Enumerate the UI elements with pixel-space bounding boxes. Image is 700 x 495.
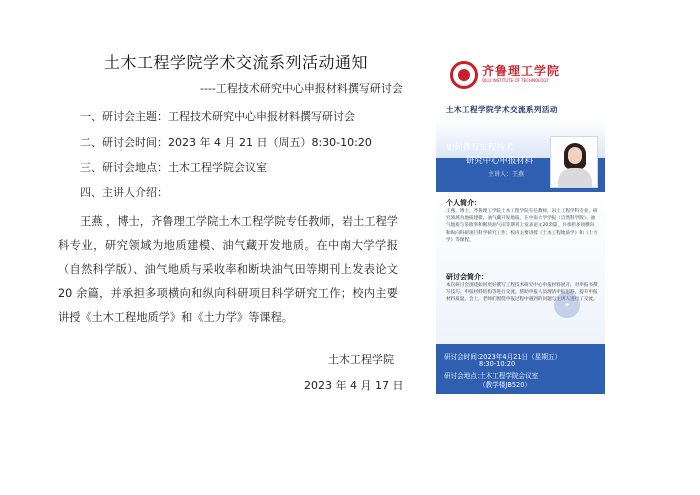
photo-body	[558, 168, 592, 188]
poster-content-text: 本次研讨会围绕如何更好撰写工程技术研究中心申报材料展开，对申报书撰写技巧、申报材料结构等进行交流，帮助申报人员理清申报思路，提升申报材料质量。会上，老师们围绕申报过程中遇到的问题与主讲人进行了交流。	[446, 283, 598, 303]
notice-item-place: 三、研讨会地点：土木工程学院会议室	[80, 161, 267, 174]
poster-time-value: 2023年4月21日（星期五）	[479, 353, 562, 361]
poster-place-label: 研讨会地点：	[444, 372, 484, 380]
poster-topic-line2: 研究中心申报材料	[466, 155, 533, 165]
poster-content	[436, 192, 605, 344]
notice-item-topic: 一、研讨会主题：工程技术研究中心申报材料撰写研讨会	[80, 110, 355, 123]
photo-face	[568, 147, 582, 164]
school-name-english: QILU INSTITUTE OF TECHNOLOGY	[482, 78, 549, 83]
event-poster	[436, 48, 605, 394]
speaker-intro-text: 王燕 ，博士，齐鲁理工学院土木工程学院专任教师，岩土工程学科专业，研究领域为地质建模、油气藏开发地质。在中南大学学报（自然科学版）、油气地质与采收率和断块油气田等期刊上发表论文 20 余篇，并承担多项横向和纵向科研项目科学研究工作；校内主要讲授《土木工程地质学》和《土力学》等课程。	[58, 215, 398, 324]
poster-bio-text: 王燕，博士，齐鲁理工学院土木工程学院专任教师，岩土工程学科专业，研究领域为地质建模、油气藏开发地质。在中南大学学报（自然科学版）、油气地质与采收率和断块油气田等期刊上发表论文20余篇，并承担多项横向和纵向科研项目科学研究工作；校内主要讲授《土木工程地质学》和《土力学》等课程。	[446, 209, 598, 243]
school-logo-icon	[450, 61, 478, 89]
signature-date: 2023 年 4 月 17 日	[304, 379, 404, 392]
poster-place-value: 土木工程学院会议室	[479, 372, 539, 380]
poster-topic-line1: 如何撰写工程技术	[446, 142, 513, 152]
poster-series-title: 土木工程学院学术交流系列活动	[446, 105, 558, 114]
poster-time-label: 研讨会时间：	[444, 353, 484, 361]
speaker-photo	[550, 136, 598, 188]
signature-organization: 土木工程学院	[328, 353, 394, 366]
school-name-logo: 齐鲁理工学院	[482, 64, 561, 78]
notice-item-time: 二、研讨会时间：2023 年 4 月 21 日（周五）8:30-10:20	[80, 136, 372, 149]
poster-speaker: 主讲人：王燕	[488, 171, 525, 178]
notice-subtitle: ----工程技术研究中心申报材料撰写研讨会	[200, 82, 403, 95]
poster-watermark-icon: ✦	[554, 292, 580, 318]
notice-title: 土木工程学院学术交流系列活动通知	[104, 53, 369, 72]
notice-item-speaker: 四、主讲人介绍：	[80, 186, 168, 199]
poster-bio-title: 个人简介：	[446, 199, 481, 207]
poster-time-value-2: 8:30-10:20	[479, 360, 516, 368]
poster-topic	[446, 141, 533, 167]
speaker-intro-paragraph	[58, 210, 398, 330]
poster-content-title: 研讨会简介：	[446, 273, 488, 281]
poster-place-value-2: （教学楼JB520）	[479, 381, 532, 389]
